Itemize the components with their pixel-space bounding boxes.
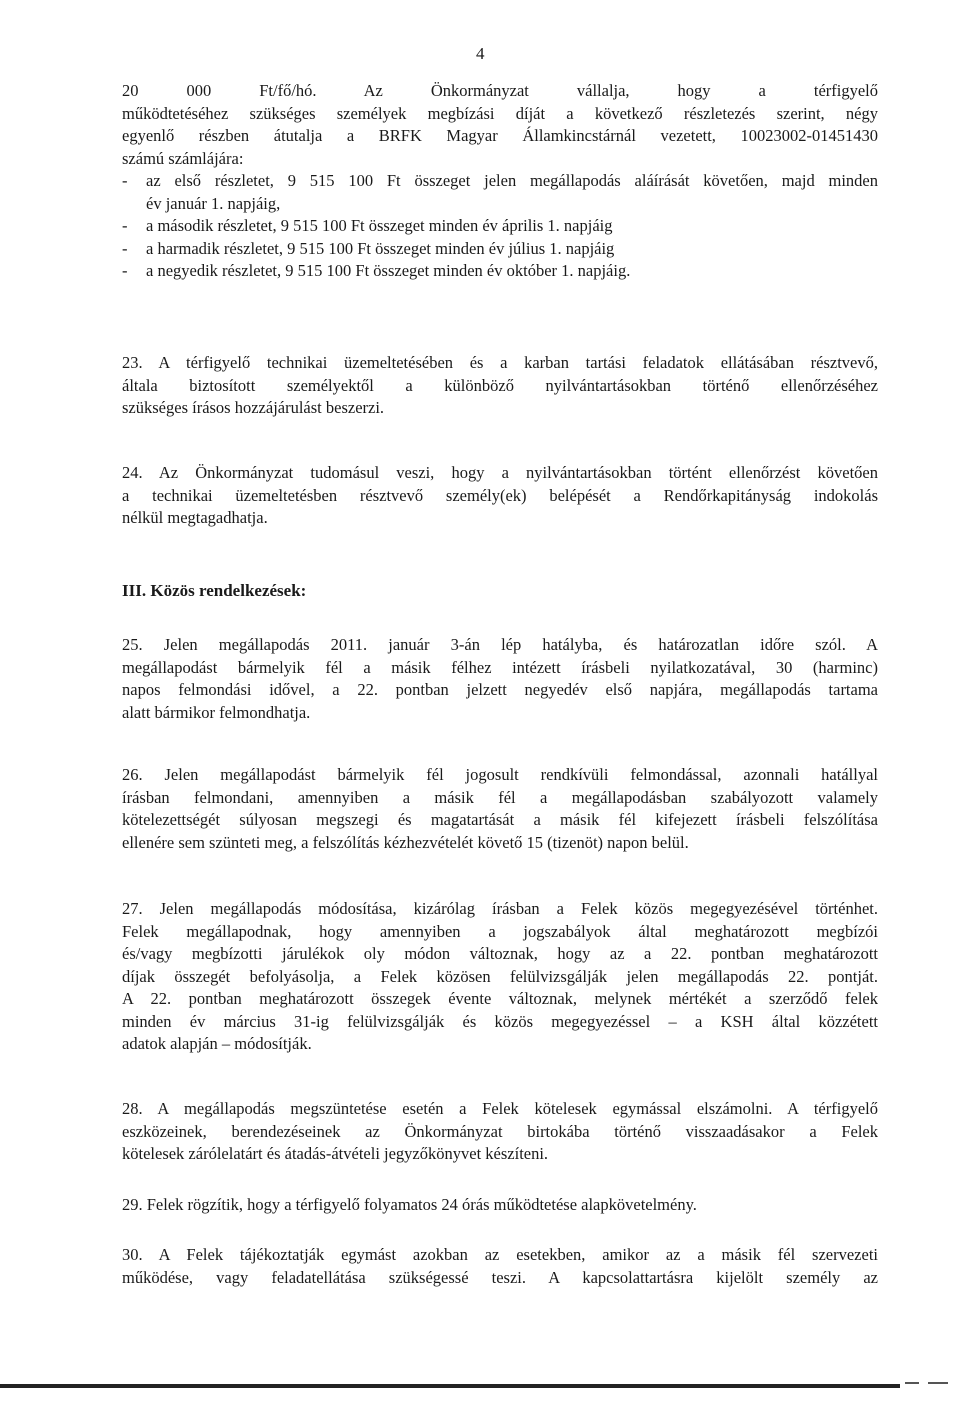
text-line: a technikai üzemeltetésben résztvevő személy(ek) belépését a Rendőrkapitányság indokolás: [122, 485, 878, 505]
installment-list: [122, 170, 878, 283]
text-line: megállapodást bármelyik fél a másik félhez intézett írásbeli nyilatkozatával, 30 (harminc): [122, 657, 878, 677]
dash-marker: -: [122, 238, 128, 258]
text-line: számú számlájára:: [122, 148, 244, 168]
paragraph-26: [122, 764, 878, 854]
intro-paragraph: [122, 80, 878, 170]
text-line: a második részletet, 9 515 100 Ft összeget minden év április 1. napjáig: [146, 216, 613, 235]
text-line: ellenére sem szünteti meg, a felszólítás kézhezvételét követő 15 (tizenöt) napon belül.: [122, 832, 689, 852]
text-line: alatt bármikor felmondhatja.: [122, 702, 311, 722]
dash-marker: -: [122, 216, 128, 235]
list-item: [122, 215, 878, 238]
list-item: [122, 238, 878, 261]
text-line: adatok alapján – módosítják.: [122, 1034, 312, 1053]
text-line: A 22. pontban meghatározott összegek évente változnak, melynek mértékét a szerződő felek: [122, 989, 878, 1008]
text-line: 24. Az Önkormányzat tudomásul veszi, hogy a nyilvántartásokban történt ellenőrzést követően: [122, 463, 878, 482]
section-heading: III. Közös rendelkezések:: [122, 581, 307, 600]
text-line: 23. A térfigyelő technikai üzemeltetésében és a karban tartási feladatok ellátásában résztvevő,: [122, 353, 878, 372]
paragraph-27: [122, 898, 878, 1056]
text-line: 25. Jelen megállapodás 2011. január 3-án lép hatályba, és határozatlan időre szól. A: [122, 635, 878, 654]
text-line: Felek megállapodnak, hogy amennyiben a jogszabályok által meghatározott megbízói: [122, 921, 878, 941]
paragraph-23: [122, 352, 878, 420]
text-line: egyenlő részben átutalja a BRFK Magyar Államkincstárnál vezetett, 10023002-01451430: [122, 126, 878, 145]
text-line: minden év március 31-ig felülvizsgálják és közös megegyezéssel – a KSH által közzétett: [122, 1011, 878, 1031]
paragraph-24: [122, 462, 878, 530]
text-line: nélkül megtagadhatja.: [122, 508, 268, 527]
text-line: 26. Jelen megállapodást bármelyik fél jogosult rendkívüli felmondással, azonnali hatállyal: [122, 765, 878, 784]
dash-marker: -: [122, 261, 128, 280]
text-line: az első részletet, 9 515 100 Ft összeget jelen megállapodás aláírását követően, majd minden: [146, 171, 878, 190]
text-line: működtetéséhez szükséges személyek megbízási díját a következő részletezés szerint, négy: [122, 103, 878, 123]
text-line: év január 1. napjáig,: [146, 193, 281, 213]
text-line: működése, vagy feladatellátása szükségessé teszi. A kapcsolattartásra kijelölt személy az: [122, 1267, 878, 1287]
list-item: [122, 170, 878, 215]
paragraph-30: [122, 1244, 878, 1289]
text-line: 30. A Felek tájékoztatják egymást azokban az esetekben, amikor az a másik fél szervezeti: [122, 1245, 878, 1264]
bottom-rule: [0, 1384, 900, 1388]
text-line: általa biztosított személyektől a különböző nyilvántartásokban történő ellenőrzéséhez: [122, 375, 878, 395]
text-line: kötelesek zárólelatárt és átadás-átvételi jegyzőkönyvet készíteni.: [122, 1144, 549, 1163]
dash-marker: -: [122, 171, 128, 190]
list-item: [122, 260, 878, 283]
text-line: 29. Felek rögzítik, hogy a térfigyelő folyamatos 24 órás működtetése alapkövetelmény.: [122, 1195, 697, 1214]
text-line: szükséges írásos hozzájárulást beszerzi.: [122, 398, 385, 417]
text-line: díjak összegét befolyásolja, a Felek közösen felülvizsgálják jelen megállapodás 22. pontját.: [122, 966, 878, 986]
page-number: 4: [476, 44, 485, 63]
text-line: 28. A megállapodás megszüntetése esetén a Felek kötelesek egymással elszámolni. A térfigyelő: [122, 1099, 878, 1118]
text-line: 27. Jelen megállapodás módosítása, kizárólag írásban a Felek közös megegyezésével történhet.: [122, 899, 878, 918]
bottom-rule-dash: [905, 1382, 919, 1384]
text-line: kötelezettségét súlyosan megszegi és magatartását a másik fél kifejezett írásbeli felszólítása: [122, 810, 878, 829]
text-line: írásban felmondani, amennyiben a másik fél a megállapodásban szabályozott valamely: [122, 787, 878, 807]
text-line: 20 000 Ft/fő/hó. Az Önkormányzat vállalja, hogy a térfigyelő: [122, 81, 878, 100]
paragraph-29: [122, 1194, 878, 1217]
bottom-rule-dash: [928, 1382, 948, 1384]
text-line: napos felmondási idővel, a 22. pontban jelzett negyedév első napjára, megállapodás tartama: [122, 680, 878, 699]
text-line: a negyedik részletet, 9 515 100 Ft összeget minden év október 1. napjáig.: [146, 261, 631, 280]
text-line: és/vagy megbízotti járulékok oly módon változnak, hogy az a 22. pontban meghatározott: [122, 944, 878, 963]
text-line: eszközeinek, berendezéseinek az Önkormányzat birtokába történő visszaadásakor a Felek: [122, 1121, 878, 1141]
paragraph-28: [122, 1098, 878, 1166]
paragraph-25: [122, 634, 878, 724]
text-line: a harmadik részletet, 9 515 100 Ft összeget minden év július 1. napjáig: [146, 238, 615, 258]
